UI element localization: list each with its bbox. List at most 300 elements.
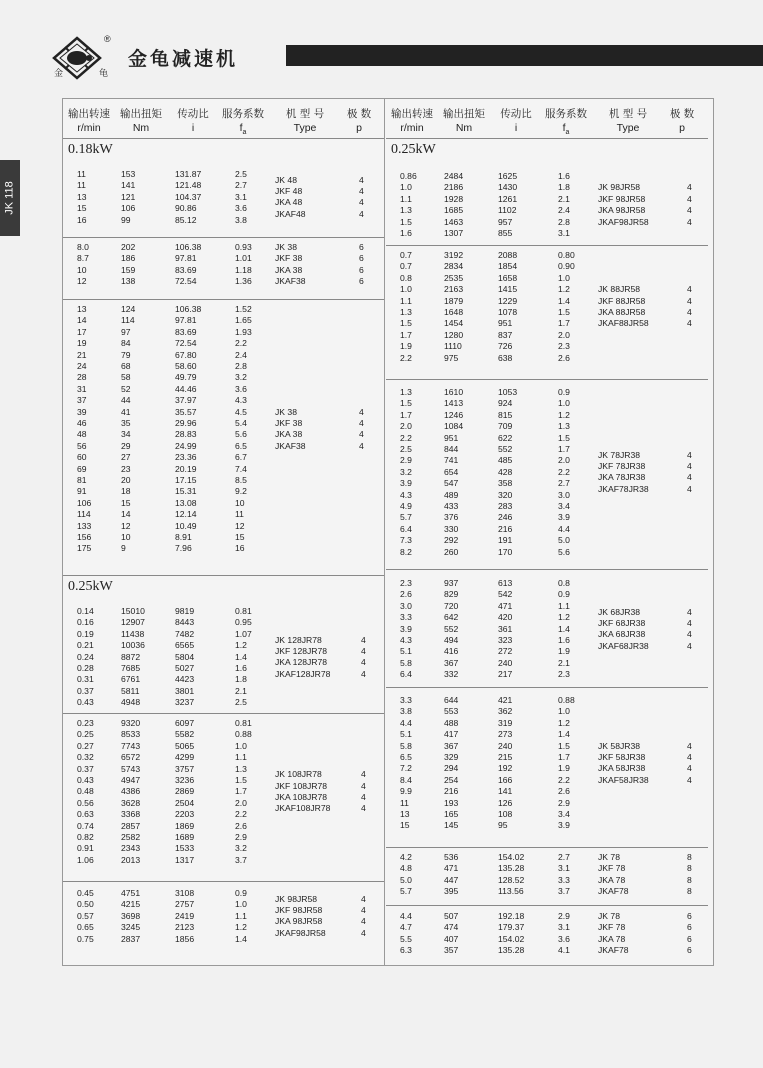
model-type: JKAF108JR78	[275, 803, 331, 814]
model-type: JK 128JR78	[275, 634, 322, 645]
ratio-value: 7482	[175, 628, 195, 639]
torque-value: 357	[444, 945, 459, 956]
service-factor-value: 1.3	[558, 421, 570, 432]
model-group	[386, 284, 708, 330]
service-factor-value: 1.52	[235, 304, 252, 314]
speed-value: 3.3	[400, 695, 412, 705]
speed-value: 114	[77, 509, 91, 520]
table-row	[63, 395, 263, 406]
torque-value: 507	[444, 911, 459, 921]
header-bar	[286, 45, 763, 66]
torque-value: 3628	[121, 797, 141, 808]
ratio-value: 8.91	[175, 532, 192, 542]
ratio-value: 126	[498, 797, 513, 808]
service-factor-value: 2.5	[235, 697, 247, 708]
speed-value: 0.7	[400, 250, 412, 260]
service-factor-value: 2.7	[235, 180, 247, 191]
torque-value: 9	[121, 543, 126, 554]
speed-value: 0.50	[77, 899, 94, 910]
torque-value: 2857	[121, 820, 141, 831]
model-type: JKF 78	[598, 922, 626, 933]
speed-value: 1.3	[400, 387, 412, 397]
torque-value: 44	[121, 395, 131, 406]
model-type: JKA 38	[275, 264, 303, 275]
model-type: JKAF68JR38	[598, 640, 649, 651]
model-type: JKA 98JR58	[275, 916, 323, 927]
service-factor-value: 3.1	[558, 863, 570, 874]
torque-value: 153	[121, 169, 136, 179]
ratio-value: 2088	[498, 250, 518, 260]
ratio-value: 5065	[175, 740, 195, 751]
service-factor-value: 0.9	[558, 589, 570, 600]
speed-value: 39	[77, 406, 87, 417]
service-factor-value: 2.5	[235, 169, 247, 179]
torque-value: 1879	[444, 295, 464, 306]
ratio-value: 622	[498, 432, 513, 443]
pole-count: 6	[687, 911, 692, 921]
pole-count: 4	[361, 916, 366, 927]
speed-value: 10	[77, 264, 87, 275]
torque-value: 79	[121, 349, 131, 360]
service-factor-value: 1.4	[235, 651, 247, 662]
ratio-value: 215	[498, 752, 513, 762]
header-label-5: 机 型 号	[608, 108, 648, 120]
model-type: JK 48	[275, 174, 297, 185]
ratio-value: 121.48	[175, 180, 202, 191]
service-factor-value: 16	[235, 543, 245, 554]
torque-value: 68	[121, 361, 131, 371]
pole-count: 6	[687, 933, 692, 944]
torque-value: 18	[121, 486, 131, 497]
table-row	[386, 250, 586, 261]
table-row	[386, 547, 586, 558]
table-row	[386, 273, 586, 284]
speed-value: 7.3	[400, 535, 412, 546]
ratio-value: 154.02	[498, 933, 525, 944]
speed-value: 156	[77, 532, 92, 542]
table-row	[386, 410, 586, 421]
service-factor-value: 9.2	[235, 486, 247, 497]
service-factor-value: 2.8	[558, 216, 570, 227]
model-type: JKF 78JR38	[598, 461, 646, 472]
service-factor-value: 1.6	[558, 635, 570, 645]
ratio-value: 283	[498, 501, 513, 511]
table-row	[63, 509, 263, 520]
speed-value: 4.4	[400, 717, 412, 728]
service-factor-value: 3.7	[235, 854, 247, 865]
model-type: JK 108JR78	[275, 769, 322, 780]
ratio-value: 15.31	[175, 486, 197, 497]
torque-value: 84	[121, 338, 131, 349]
ratio-value: 179.37	[498, 922, 525, 933]
ratio-value: 542	[498, 589, 513, 600]
speed-value: 5.8	[400, 740, 412, 751]
header-label-3: 传动比	[177, 108, 209, 120]
service-factor-value: 2.2	[235, 338, 247, 349]
ratio-value: 191	[498, 535, 513, 546]
torque-value: 474	[444, 922, 459, 933]
service-factor-value: 2.1	[558, 657, 570, 668]
ratio-value: 44.46	[175, 383, 197, 394]
ratio-value: 216	[498, 523, 513, 534]
service-factor-value: 5.6	[235, 429, 247, 440]
ratio-value: 90.86	[175, 203, 197, 214]
pole-count: 4	[361, 668, 366, 679]
service-factor-value: 2.4	[558, 205, 570, 216]
model-type: JKF 38	[275, 417, 303, 428]
service-factor-value: 1.0	[558, 706, 570, 717]
service-factor-value: 0.93	[235, 242, 252, 252]
service-factor-value: 1.2	[558, 612, 570, 623]
ratio-value: 709	[498, 421, 513, 432]
ratio-value: 35.57	[175, 406, 197, 417]
torque-value: 41	[121, 406, 131, 417]
model-type: JK 38	[275, 242, 297, 252]
torque-value: 2484	[444, 171, 464, 181]
header-unit-2: Nm	[455, 122, 473, 134]
header-unit-1: r/min	[77, 122, 101, 134]
ratio-value: 170	[498, 546, 513, 557]
ratio-value: 552	[498, 444, 513, 454]
model-type: JKA 68JR38	[598, 629, 646, 640]
torque-value: 720	[444, 600, 459, 611]
table-row	[63, 718, 263, 729]
speed-value: 16	[77, 214, 87, 225]
speed-value: 81	[77, 475, 87, 485]
speed-value: 4.3	[400, 635, 412, 645]
table-row	[63, 475, 263, 486]
torque-value: 145	[444, 820, 459, 831]
speed-value: 3.3	[400, 612, 412, 623]
service-factor-value: 6.5	[235, 440, 247, 451]
table-row	[386, 398, 586, 409]
ratio-value: 726	[498, 341, 513, 352]
ratio-value: 362	[498, 706, 513, 717]
speed-value: 5.1	[400, 646, 412, 657]
model-group	[63, 635, 385, 681]
speed-value: 0.43	[77, 775, 94, 785]
table-row	[63, 543, 263, 554]
torque-value: 5811	[121, 685, 140, 696]
ratio-value: 104.37	[175, 191, 202, 202]
ratio-value: 1053	[498, 387, 518, 397]
torque-value: 553	[444, 706, 459, 717]
service-factor-value: 2.9	[235, 832, 247, 842]
pole-count: 4	[361, 927, 366, 938]
model-type: JKA 78JR38	[598, 472, 646, 483]
ratio-value: 323	[498, 635, 513, 645]
torque-value: 407	[444, 933, 459, 944]
model-group	[63, 407, 385, 453]
header-label-1: 输出转速	[68, 108, 110, 120]
table-row	[386, 228, 586, 239]
torque-value: 741	[444, 455, 459, 466]
speed-value: 28	[77, 372, 87, 383]
speed-value: 0.25	[77, 729, 94, 740]
torque-value: 1307	[444, 228, 464, 238]
torque-value: 11438	[121, 628, 145, 639]
ratio-value: 83.69	[175, 326, 197, 337]
pole-count: 4	[687, 483, 692, 494]
model-type: JKAF98JR58	[598, 216, 649, 227]
torque-value: 4751	[121, 888, 141, 898]
torque-value: 488	[444, 717, 459, 728]
speed-value: 8.7	[77, 253, 89, 264]
pole-count: 4	[359, 429, 364, 440]
torque-value: 141	[121, 180, 136, 191]
torque-value: 216	[444, 786, 459, 797]
torque-value: 1110	[444, 341, 462, 352]
speed-value: 4.2	[400, 852, 412, 862]
service-factor-value: 4.1	[558, 945, 570, 956]
ratio-value: 1415	[498, 284, 518, 295]
speed-value: 37	[77, 395, 87, 406]
service-factor-value: 2.6	[558, 352, 570, 363]
table-row	[63, 384, 263, 395]
pole-count: 4	[359, 440, 364, 451]
ratio-value: 2203	[175, 809, 195, 820]
header-label-4: 服务系数	[222, 108, 264, 120]
service-factor-value: 1.0	[235, 899, 247, 910]
speed-value: 0.74	[77, 820, 94, 831]
torque-value: 447	[444, 874, 459, 885]
speed-value: 13	[77, 304, 87, 314]
torque-value: 106	[121, 203, 136, 214]
speed-value: 5.1	[400, 729, 412, 740]
speed-value: 0.45	[77, 888, 94, 898]
ratio-value: 320	[498, 489, 513, 500]
ratio-value: 131.87	[175, 169, 202, 179]
pole-count: 4	[361, 769, 366, 780]
ratio-value: 421	[498, 695, 513, 705]
table-row	[63, 729, 263, 740]
table-row	[63, 855, 263, 866]
table-row	[63, 606, 263, 617]
service-factor-value: 1.9	[558, 763, 570, 774]
speed-value: 5.7	[400, 512, 412, 523]
speed-value: 4.3	[400, 489, 412, 500]
torque-value: 1463	[444, 216, 464, 227]
pole-count: 6	[687, 945, 692, 956]
torque-value: 329	[444, 752, 459, 762]
ratio-value: 10.49	[175, 520, 197, 531]
table-row	[386, 501, 586, 512]
service-factor-value: 0.9	[235, 888, 247, 898]
model-type: JKF 128JR78	[275, 645, 328, 656]
service-factor-value: 0.88	[558, 695, 575, 705]
speed-value: 2.5	[400, 444, 412, 454]
ratio-value: 1430	[498, 182, 518, 193]
service-factor-value: 3.3	[558, 874, 570, 885]
ratio-value: 246	[498, 512, 513, 523]
speed-value: 133	[77, 520, 92, 531]
speed-value: 6.4	[400, 523, 412, 534]
speed-value: 3.9	[400, 478, 412, 489]
ratio-value: 240	[498, 740, 513, 751]
table-row	[63, 741, 263, 752]
ratio-value: 1689	[175, 832, 195, 842]
header-label-5: 机 型 号	[285, 108, 325, 120]
service-factor-value: 1.2	[558, 717, 570, 728]
service-factor-value: 0.9	[558, 387, 570, 397]
service-factor-value: 3.9	[558, 820, 570, 831]
pole-count: 6	[359, 264, 364, 275]
pole-count: 4	[361, 905, 366, 916]
service-factor-value: 12	[235, 520, 245, 531]
header-label-1: 输出转速	[391, 108, 433, 120]
speed-value: 91	[77, 486, 87, 497]
torque-value: 7685	[121, 663, 141, 673]
ratio-value: 3757	[175, 763, 195, 774]
torque-value: 97	[121, 326, 131, 337]
torque-value: 99	[121, 214, 131, 225]
ratio-value: 951	[498, 318, 513, 329]
speed-value: 8.0	[77, 242, 89, 252]
service-factor-value: 5.0	[558, 535, 570, 546]
speed-value: 9.9	[400, 786, 412, 797]
registered-mark: ®	[104, 34, 111, 44]
service-factor-value: 6.7	[235, 452, 247, 463]
left-section-2	[63, 237, 385, 299]
table-row	[63, 821, 263, 832]
torque-value: 4947	[121, 775, 141, 785]
speed-value: 6.5	[400, 752, 412, 762]
ratio-value: 471	[498, 600, 513, 611]
service-factor-value: 2.0	[235, 797, 247, 808]
logo-char-1: 金	[54, 69, 64, 79]
left-section-6	[63, 881, 385, 967]
model-type: JKA 108JR78	[275, 792, 328, 803]
pole-count: 4	[687, 306, 692, 317]
speed-value: 14	[77, 315, 87, 326]
service-factor-value: 0.80	[558, 250, 575, 260]
header-unit-4: $f_a$	[239, 122, 247, 137]
table-row	[386, 809, 586, 820]
service-factor-value: 3.1	[558, 922, 570, 933]
model-type: JKA 128JR78	[275, 657, 328, 668]
speed-value: 1.0	[400, 182, 412, 193]
model-type: JKF 68JR38	[598, 617, 646, 628]
right-section-6	[386, 847, 708, 905]
service-factor-value: 0.90	[558, 261, 575, 272]
pole-count: 4	[687, 461, 692, 472]
service-factor-value: 2.3	[558, 341, 570, 352]
speed-value: 0.14	[77, 606, 94, 616]
torque-value: 159	[121, 264, 136, 275]
torque-value: 5743	[121, 763, 141, 774]
torque-value: 367	[444, 657, 459, 668]
right-column-header	[386, 99, 708, 139]
torque-value: 367	[444, 740, 459, 751]
torque-value: 937	[444, 578, 459, 588]
torque-value: 260	[444, 546, 459, 557]
right-section-4	[386, 569, 708, 687]
ratio-value: 106.38	[175, 242, 202, 252]
speed-value: 0.23	[77, 718, 94, 728]
torque-value: 1413	[444, 398, 464, 409]
service-factor-value: 5.4	[235, 418, 247, 428]
torque-value: 1084	[444, 421, 464, 432]
torque-value: 8872	[121, 651, 141, 662]
service-factor-value: 7.4	[235, 463, 247, 474]
pole-count: 4	[687, 751, 692, 762]
speed-value: 56	[77, 440, 87, 451]
ratio-value: 4299	[175, 752, 195, 763]
service-factor-value: 3.9	[558, 512, 570, 523]
torque-value: 844	[444, 444, 459, 454]
service-factor-value: 0.95	[235, 617, 252, 628]
speed-value: 4.4	[400, 911, 412, 921]
header-unit-3: i	[191, 122, 195, 134]
ratio-value: 1078	[498, 307, 518, 317]
service-factor-value: 1.2	[235, 640, 247, 651]
service-factor-value: 1.5	[558, 307, 570, 317]
torque-value: 433	[444, 501, 459, 511]
model-type: JKA 58JR38	[598, 763, 646, 774]
ratio-value: 192	[498, 763, 513, 774]
torque-value: 1928	[444, 193, 464, 204]
speed-value: 0.7	[400, 261, 412, 272]
pole-count: 4	[687, 606, 692, 617]
header-label-2: 输出扭矩	[443, 108, 485, 120]
pole-count: 6	[359, 276, 364, 287]
speed-value: 2.2	[400, 352, 412, 363]
torque-value: 294	[444, 763, 459, 774]
torque-value: 4215	[121, 899, 141, 910]
model-group	[386, 607, 708, 653]
ratio-value: 485	[498, 455, 513, 466]
pole-count: 4	[361, 780, 366, 791]
table-row	[63, 452, 263, 463]
pole-count: 4	[687, 318, 692, 329]
table-row	[386, 578, 586, 589]
service-factor-value: 4.5	[235, 406, 247, 417]
table-row	[386, 535, 586, 546]
table-row	[63, 697, 263, 708]
table-row	[386, 421, 586, 432]
ratio-value: 83.69	[175, 264, 197, 275]
ratio-value: 135.28	[498, 863, 525, 874]
service-factor-value: 1.0	[558, 272, 570, 283]
speed-value: 0.57	[77, 910, 94, 921]
model-type: JK 78JR38	[598, 449, 641, 460]
ratio-value: 319	[498, 717, 513, 728]
pole-count: 8	[687, 863, 692, 874]
torque-value: 254	[444, 774, 459, 785]
torque-value: 15010	[121, 606, 145, 616]
torque-value: 10036	[121, 640, 145, 651]
ratio-value: 924	[498, 398, 513, 409]
ratio-value: 1261	[498, 193, 518, 204]
pole-count: 6	[359, 253, 364, 264]
torque-value: 1454	[444, 318, 464, 329]
service-factor-value: 5.6	[558, 546, 570, 557]
torque-value: 4948	[121, 697, 141, 708]
ratio-value: 240	[498, 657, 513, 668]
speed-value: 1.7	[400, 409, 412, 420]
service-factor-value: 1.4	[558, 623, 570, 634]
table-row	[63, 350, 263, 361]
ratio-value: 8443	[175, 617, 195, 628]
speed-value: 69	[77, 463, 87, 474]
table-row	[63, 304, 263, 315]
table-row	[386, 353, 586, 364]
left-column-header	[63, 99, 385, 139]
speed-value: 4.9	[400, 501, 412, 511]
service-factor-value: 1.18	[235, 264, 252, 275]
ratio-value: 24.99	[175, 440, 197, 451]
speed-value: 1.1	[400, 193, 412, 204]
